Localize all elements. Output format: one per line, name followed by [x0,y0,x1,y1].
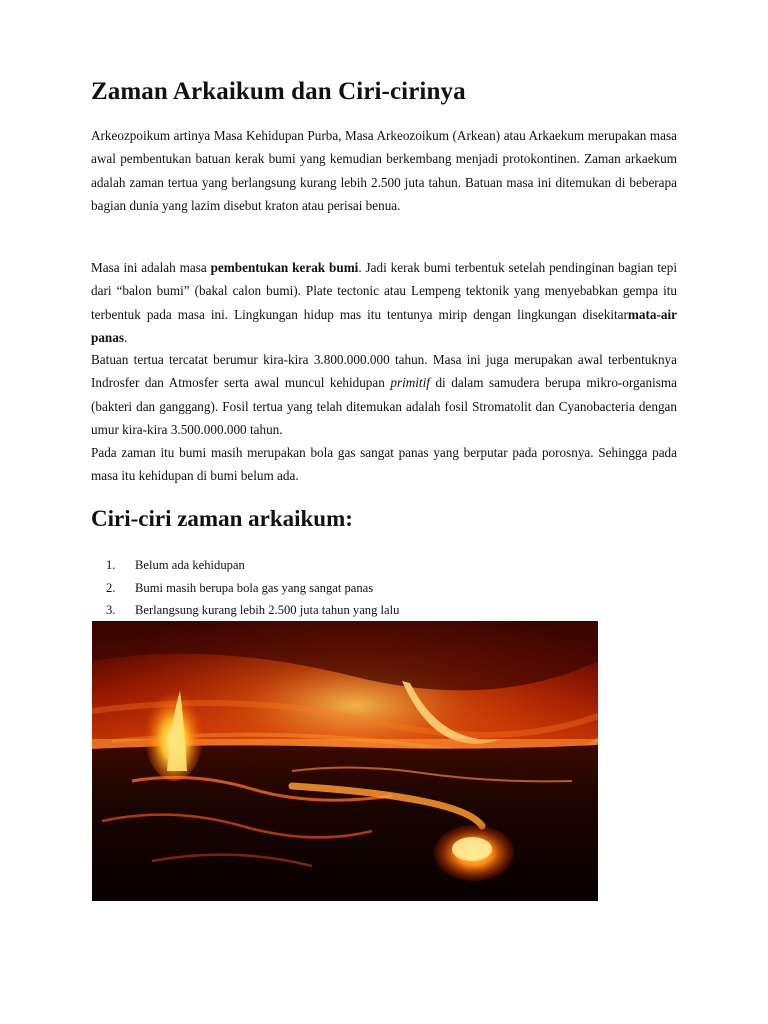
volcanic-landscape-image [92,621,598,901]
italic-primitive: primitif [390,375,430,391]
paragraph-crust-text-2: . Jadi kerak bumi terbentuk setelah pendinginan bagian tepi dari “balon bumi” (bakal calon bumi). Plate tectonic atau Lempeng tektonik yang menyebabkan gempa itu terbentuk pada masa ini. Lingkungan hidup mas itu tentunya mirip dengan lingkungan disekitar [91,260,677,322]
list-text: Bumi masih berupa bola gas yang sangat panas [135,580,374,595]
paragraph-oldest-rock [91,348,677,441]
paragraph-intro: Arkeozpoikum artinya Masa Kehidupan Purba, Masa Arkeozoikum (Arkean) atau Arkaekum merupakan masa awal pembentukan batuan kerak bumi yang kemudian berkembang menjadi protokontinen. Zaman arkaekum adalah zaman tertua yang berlangsung kurang lebih 2.500 juta tahun. Batuan masa ini ditemukan di beberapa bagian dunia yang lazim disebut kraton atau perisai benua. [91,128,677,213]
lava-pool-core [452,837,492,861]
bold-hot-springs: mata-air panas [91,306,677,345]
list-text: Berlangsung kurang lebih 2.500 juta tahun yang lalu [135,603,400,617]
paragraph-crust-text-1: Masa ini adalah masa [91,260,211,275]
list-number: 2. [106,580,116,595]
page-title: Zaman Arkaikum dan Ciri-cirinya [91,78,466,105]
list-number: 1. [106,558,116,572]
bold-crust-formation: pembentukan kerak bumi [210,260,359,275]
paragraph-gas-ball: Pada zaman itu bumi masih merupakan bola gas sangat panas yang berputar pada porosnya. Sehingga pada masa itu kehidupan di bumi belum ada. [91,445,677,484]
paragraph-crust [91,256,677,349]
section-heading: Ciri-ciri zaman arkaikum: [91,506,353,531]
paragraph-oldest-rock-text-1: Batuan tertua tercatat berumur kira-kira 3.800.000.000 tahun. Masa ini juga merupakan awal terbentuknya Indrosfer dan Atmosfer serta awal muncul kehidupan [91,352,677,391]
list-item [91,577,399,600]
list-text: Belum ada kehidupan [135,558,245,572]
characteristics-list [91,554,399,622]
list-number: 3. [106,603,116,617]
list-item [91,554,399,577]
paragraph-crust-text-3: . [124,329,128,345]
paragraph-oldest-rock-text-2: di dalam samudera berupa mikro-organisma (bakteri dan ganggang). Fosil tertua yang telah ditemukan adalah fosil Stromatolit dan Cyanobacteria dengan umur kira-kira 3.500.000.000 tahun. [91,375,677,437]
list-item [91,599,399,622]
